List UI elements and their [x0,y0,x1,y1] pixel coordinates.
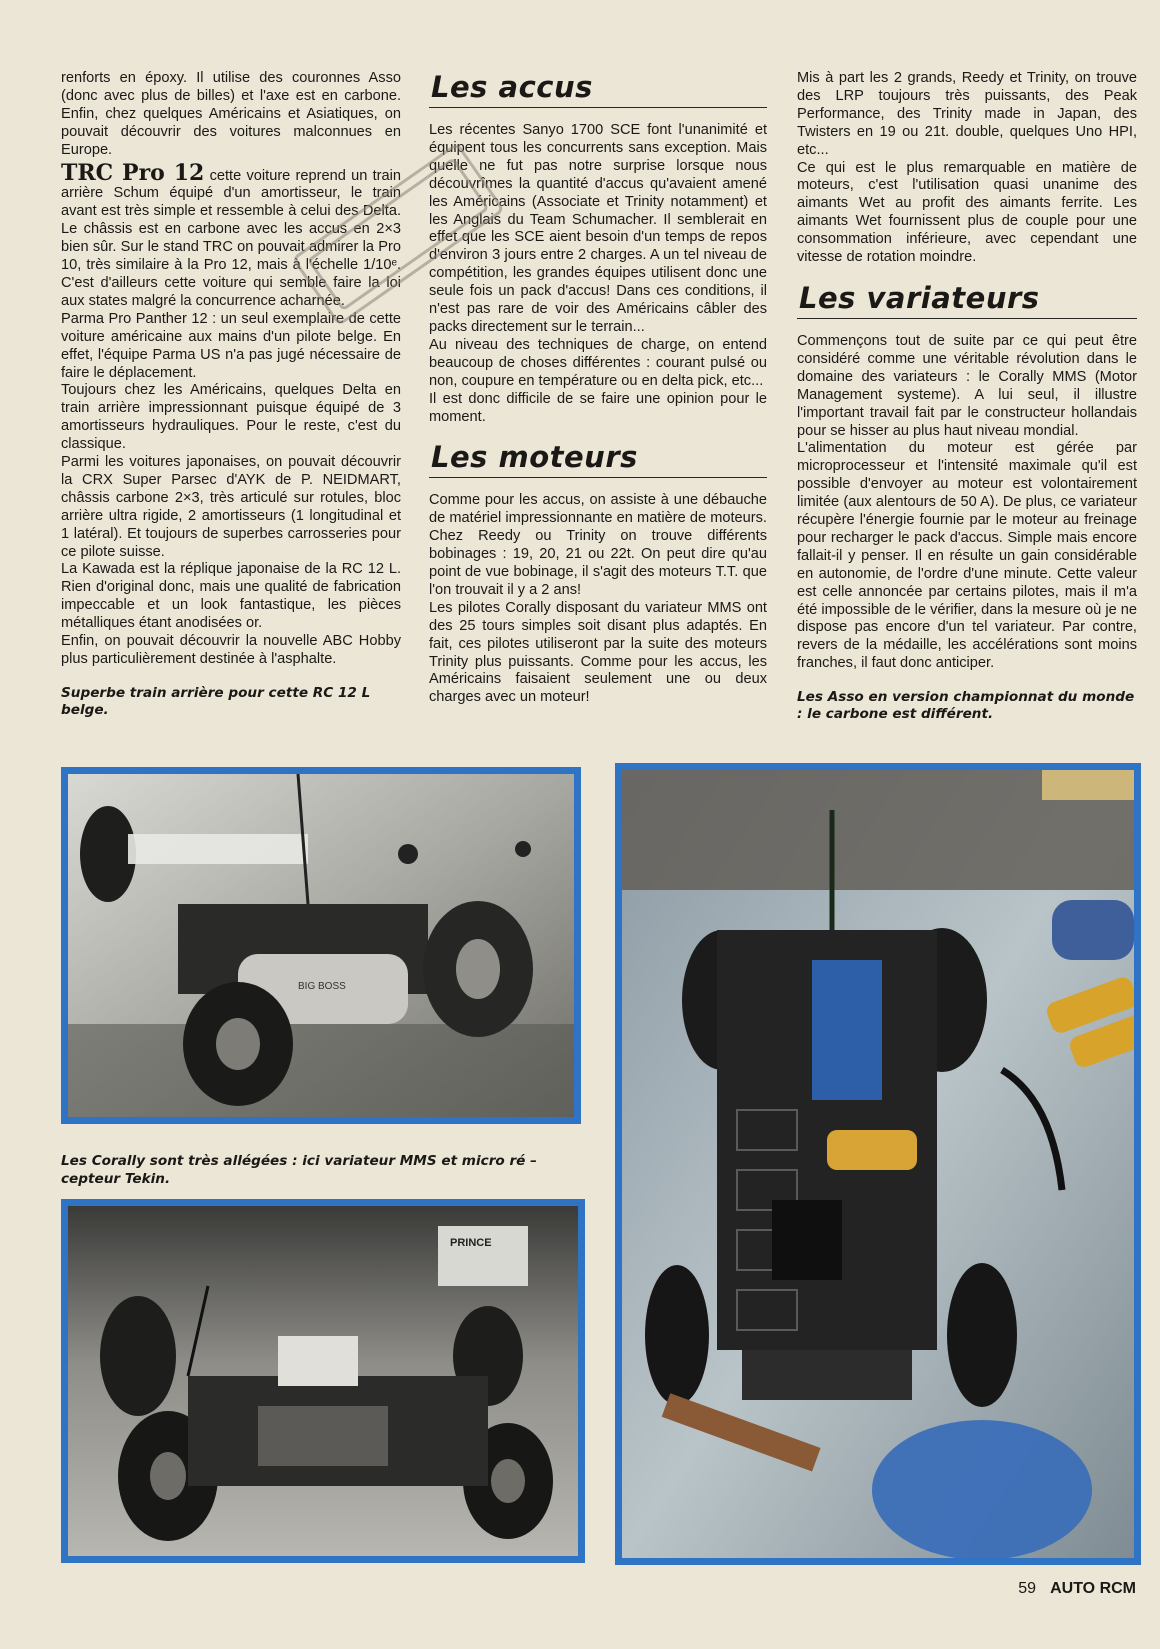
page-number: 59 [1018,1580,1037,1597]
photo-rc12l-rear-train [61,767,581,1124]
car-photo-illustration [68,1206,578,1556]
paragraph: L'alimentation du moteur est gérée par microprocesseur et l'intensité maximale qu'il est possible d'envoyer au moteur est volontairement limitée (aux alentours de 50 A). De plus, ce variateur récupère l'énergie fournie par le moteur au freinage pour recharger le pack d'accus. Simple mais encore fallait-il y penser. Il en résulte un gain considérable en autonomie, de l'ordre d'une minute. Cette valeur est celle annoncée par certains pilotes, mais il m'a été impossible de le vérifier, dans la mesure où je ne dispose pas encore d'un tel variateur. Par contre, revers de la médaille, les accélérations sont moins franches, il faut donc anticiper. [797,440,1137,672]
paragraph: Parmi les voitures japonaises, on pouvait découvrir la CRX Super Parsec d'AYK de P. NEIDMART, châssis carbone 2×3, très articulé sur rotules, bloc arrière ultra rigide, 2 amortisseurs (1 longitudinal et 1 latéral). Et toujours de superbes carrosseries pour ce pilote suisse. [61,454,401,560]
photo-caption-corally: Les Corally sont très allégées : ici variateur MMS et micro ré – cepteur Tekin. [61,1153,537,1187]
paragraph: Mis à part les 2 grands, Reedy et Trinity, on trouve des LRP toujours très puissants, des Peak Performance, des Trinity made in Japan, des Twisters en 19 ou 21t. double, quelques Uno HPI, etc... [797,70,1137,158]
paragraph-trc [61,159,402,311]
paragraph: renforts en époxy. Il utilise des couronnes Asso (donc avec plus de billes) et l'axe est en carbone. Enfin, chez quelques Américains et Asiatiques, on pouvait découvrir des voitures malconnues en Europe. [61,70,401,158]
paragraph-text: cette voiture reprend un train arrière Schum équipé d'un amortisseur, le train avant est très simple et ressemble à celui des Delta. Le châssis est en carbone avec les accus en 2×3 bien sûr. Sur le stand TRC on pouvait admirer la Pro 10, très similaire à la Pro 12, mais à l'échelle 1/10ᵉ. C'est d'ailleurs cette voiture qui semble faire la loi aux states malgré la concurrence acharnée. [61,167,402,309]
column-middle [429,70,767,707]
paragraph: Comme pour les accus, on assiste à une débauche de matériel impressionnante en matière de moteurs. Chez Reedy ou Trinity on trouve différents bobinages : 19, 20, 21 ou 22t. On peut dire qu'au point de vue bobinage, il s'agit des moteurs T.T. que l'on trouvait il y a 2 ans! [429,492,767,598]
section-heading-moteurs: Les moteurs [429,440,767,478]
photo-caption: Superbe train arrière pour cette RC 12 L belge. [61,684,371,718]
paragraph: Commençons tout de suite par ce qui peut être considéré comme une véritable révolution dans le domaine des variateurs : le Corally MMS (Motor Management systeme). A lui seul, il illustre l'important travail fait par le constructeur hollandais pour se hisser au plus haut niveau mondial. [797,332,1137,439]
paragraph: La Kawada est la réplique japonaise de la RC 12 L. Rien d'original donc, mais une qualité de fabrication impeccable et un look fantastique, les pièces métalliques étant anodisées or. [61,561,401,632]
photo-caption: Les Asso en version championnat du monde : le carbone est différent. [797,689,1135,723]
photo-corally-chassis [61,1199,585,1563]
paragraph: Il est donc difficile de se faire une opinion pour le moment. [429,390,767,425]
subheading-trc-pro-12: TRC Pro 12 [61,159,205,186]
magazine-name: AUTO RCM [1050,1580,1136,1597]
car-photo-illustration [622,770,1134,1558]
car-photo-illustration [68,774,574,1117]
paragraph: Parma Pro Panther 12 : un seul exemplaire de cette voiture américaine aux mains d'un pilote belge. En effet, l'équipe Parma US n'a pas jugé nécessaire de faire le déplacement. [61,310,401,381]
section-heading-accus: Les accus [429,70,767,108]
column-right [797,70,1137,723]
page-footer [1018,1580,1136,1598]
column-left [61,70,401,719]
paragraph: Les pilotes Corally disposant du variateur MMS ont des 25 tours simples soit disant plus adaptés. En fait, ces pilotes utiliseront par la suite des moteurs Trinity plus puissants. Comme pour les accus, les Américains faisaient seulement une ou deux charges avec un moteur! [429,599,767,706]
paragraph: Enfin, on pouvait découvrir la nouvelle ABC Hobby plus particulièrement destinée à l'asphalte. [61,633,401,667]
paragraph: Les récentes Sanyo 1700 SCE font l'unanimité et équipent tous les concurrents sans exception. Mais quelle ne fut pas notre surprise lorsque nous découvrîmes la quantité d'accus qu'avaient amené les Américains (Associate et Trinity notamment) et les Anglais du Team Schumacher. Il semblerait en effet que les SCE aient besoin d'un temps de repos d'environ 3 jours entre 2 charges. A un tel niveau de compétition, les grandes équipes utilisent donc une seule fois un pack d'accus! Dans ces conditions, il n'est pas rare de voir des Américains câbler des packs directement sur le terrain... [429,122,767,335]
section-heading-variateurs: Les variateurs [797,281,1137,319]
paragraph: Ce qui est le plus remarquable en matière de moteurs, c'est l'utilisation quasi unanime des aimants Wet au profit des aimants ferrite. Les aimants Wet fournissent plus de couple pour une consommation inférieure, avec cependant une vitesse de rotation moindre. [797,159,1137,266]
paragraph: Au niveau des techniques de charge, on entend beaucoup de choses différentes : courant pulsé ou non, coupure en température ou en delta pick, etc... [429,336,767,389]
photo-label-text: PRINCE [450,1237,492,1249]
paragraph: Toujours chez les Américains, quelques Delta en train arrière impressionnant puisque équipé de 3 amortisseurs hydrauliques. Pour le reste, c'est du classique. [61,382,401,453]
photo-label-text: BIG BOSS [298,981,346,992]
photo-asso-carbon-chassis [615,763,1141,1565]
